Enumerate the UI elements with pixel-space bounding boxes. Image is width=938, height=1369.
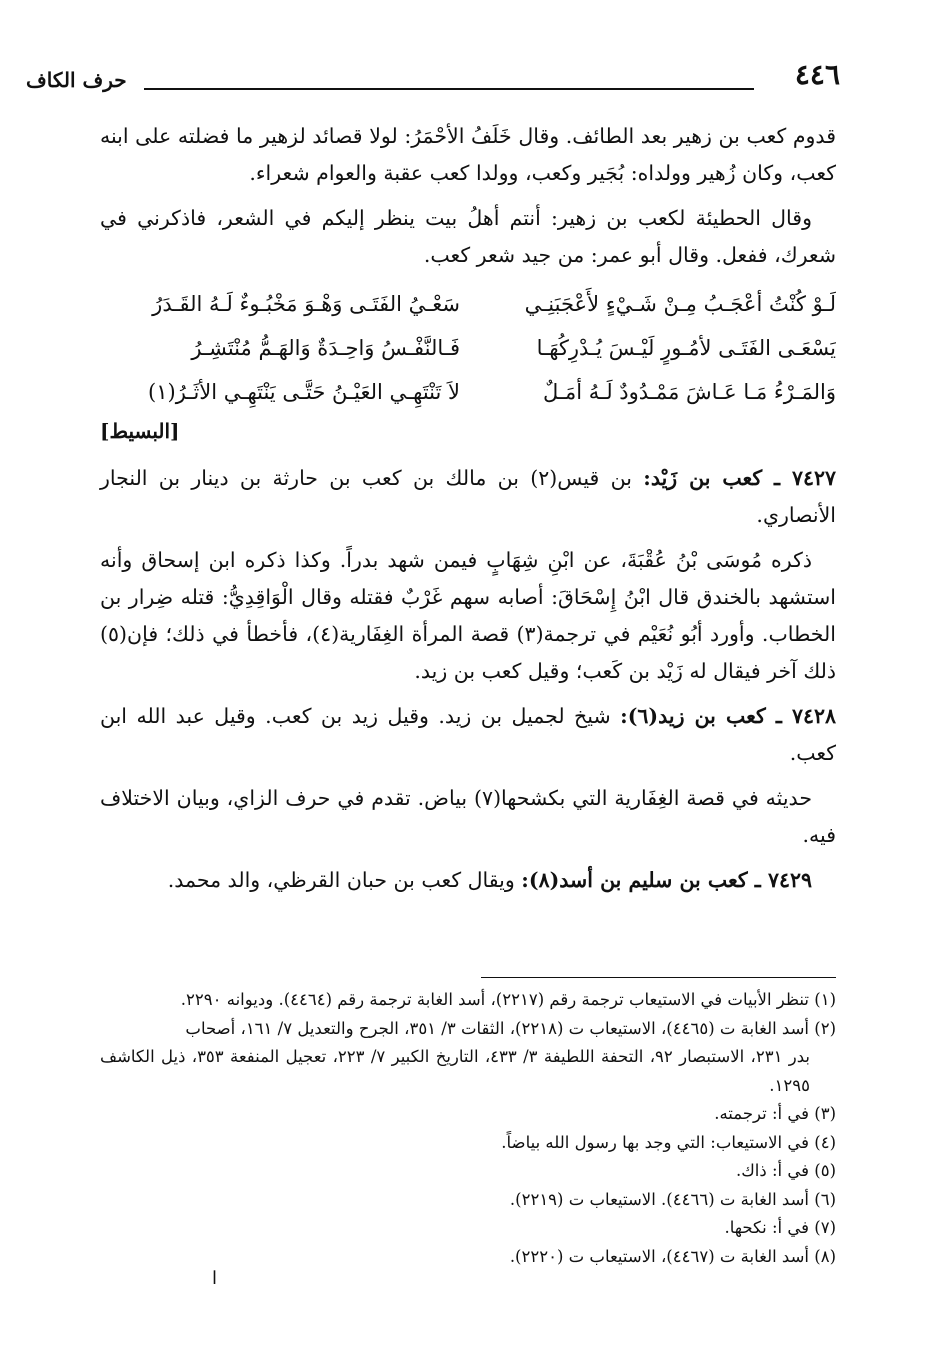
main-text	[100, 118, 836, 907]
footnote-continuation: بدر ٢٣١، الاستبصار ٩٢، التحفة اللطيفة ٣/ ٤٣٣، التاريخ الكبير ٧/ ٢٢٣، تعجيل المنفعة ٣٥٣، ذيل الكاشف ١٢٩٥.	[100, 1047, 810, 1095]
verse-first-half: يَسْعَـى الفَتَـى لأمُـورٍ لَيْـسَ يُـدْرِكُهَـا	[536, 336, 836, 360]
footnote: (٤) في الاستيعاب: التي وجد بها رسول الله بياضاً.	[501, 1132, 836, 1152]
entry-title: ٧٤٢٧ ـ كعب بن زَيْد:	[643, 466, 836, 490]
footnote: (١) تنظر الأبيات في الاستيعاب ترجمة رقم (٢٢١٧)، أسد الغابة ترجمة رقم (٤٤٦٤). وديوانه ٢٢٩٠.	[180, 990, 836, 1009]
paragraph: وقال الحطيئة لكعب بن زهير: أنتم أهلُ بيت ينظر إليكم في الشعر، فاذكرني في شعرك، ففعل. وقال أبو عمر: من جيد شعر كعب.	[100, 206, 836, 267]
footnote: (٣) في أ: ترجمته.	[714, 1104, 836, 1123]
verse-second-half: فَـالنَّفْـسُ وَاحِـدَةٌ وَالهَـمُّ مُنْتَشِـرُ	[191, 336, 460, 360]
footnote-rule	[481, 977, 836, 978]
footnote: (٥) في أ: ذاك.	[735, 1161, 836, 1180]
footnote: (٢) أسد الغابة ت (٤٤٦٥)، الاستيعاب ت (٢٢١٨)، الثقات ٣/ ٣٥١، الجرح والتعديل ٧/ ١٦١، أصحاب	[185, 1018, 836, 1038]
entry-body: شيخ لجميل بن زيد. وقيل زيد بن كعب. وقيل عبد الله ابن كعب.	[100, 704, 836, 765]
paragraph: ذكره مُوسَى بْنُ عُقْبَةَ، عن ابْنِ شِهَابٍ فيمن شهد بدراً. وكذا ذكره ابن إسحاق وأنه استشهد بالخندق قال ابْنُ إِسْحَاقَ: أصابه سهم غَرْبٌ فقتله وقال الْوَاقِدِيُّ: قتله ضِرار بن الخطاب. وأورد أبُو نُعَيْم في ترجمة(٣) قصة المرأة الغِفَارية(٤)، فأخطأ في ذلك؛ فإن(٥) ذلك آخر فيقال له زَيْد بن كَعب؛ وقيل كعب بن زيد.	[100, 548, 836, 683]
poem	[100, 282, 836, 448]
biography-entry	[100, 460, 836, 534]
header-rule	[144, 88, 754, 90]
poem-verse	[100, 282, 836, 326]
entry-body: بن قيس(٢) بن مالك بن كعب بن حارثة بن دينار بن النجار الأنصاري.	[100, 466, 836, 527]
poem-meter: [البسيط]	[100, 419, 180, 443]
entry-body: ويقال كعب بن حبان القرظي، والد محمد.	[167, 868, 515, 892]
page-number: ٤٤٦	[794, 58, 840, 91]
paragraph: قدوم كعب بن زهير بعد الطائف. وقال خَلَفُ الأحْمَرُ: لولا قصائد لزهير ما فضلته على ابنه كعب، وكان زُهير وولداه: بُجَير وكعب، وولدا كعب عقبة والعوام شعراء.	[100, 124, 836, 185]
margin-mark: ا	[212, 1268, 218, 1289]
biography-entry	[100, 698, 836, 772]
verse-first-half: لَـوْ كُنْتُ أعْجَـبُ مِـنْ شَـيْءٍ لأَعْجَبَنِـي	[524, 292, 836, 316]
poem-verse	[100, 370, 836, 414]
footnote: (٦) أسد الغابة ت (٤٤٦٦). الاستيعاب ت (٢٢١٩).	[509, 1189, 836, 1209]
biography-entry	[100, 862, 836, 899]
footnote: (٧) في أ: نكحها.	[724, 1218, 836, 1237]
entry-title: ٧٤٢٩ ـ كعب بن سليم بن أسد(٨):	[521, 868, 812, 892]
footnote: (٨) أسد الغابة ت (٤٤٦٧)، الاستيعاب ت (٢٢٢٠).	[509, 1246, 836, 1266]
paragraph: حديثه في قصة الغِفَارية التي بكشحها(٧) بياض. تقدم في حرف الزاي، وبيان الاختلاف فيه.	[100, 786, 836, 847]
poem-verse	[100, 326, 836, 370]
verse-second-half: سَعْـيُ الفَتَـى وَهْـوَ مَخْبُـوءٌ لَـهُ القَـدَرُ	[152, 292, 460, 316]
verse-second-half: لاَ تَنْتَهِـي العَيْـنُ حَتَّـى يَنْتَهِـي الأثَـرُ(١)	[148, 380, 460, 404]
verse-first-half: وَالمَـرْءُ مَـا عَـاشَ مَمْـدُودٌ لَـهُ أمَـلٌ	[542, 380, 836, 404]
footnotes	[100, 986, 836, 1271]
running-title: حرف الكاف	[26, 68, 127, 92]
entry-title: ٧٤٢٨ ـ كعب بن زيد(٦):	[620, 704, 836, 728]
page-header	[26, 58, 840, 98]
